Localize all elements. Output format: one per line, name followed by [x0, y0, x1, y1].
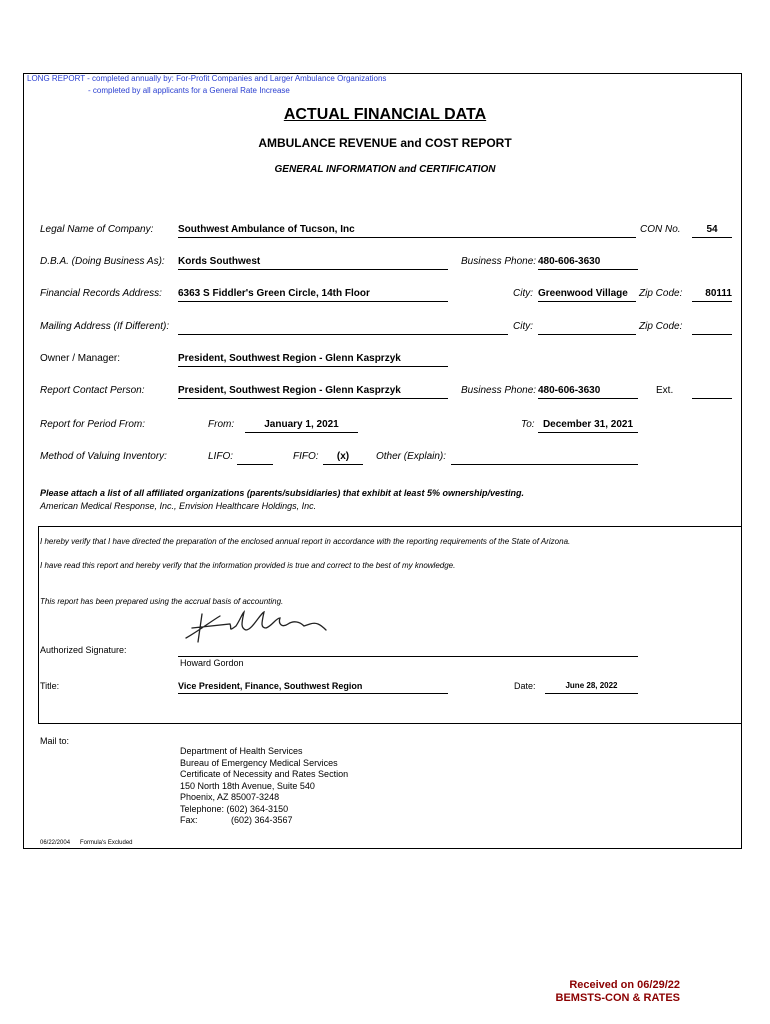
form-date: 06/22/2004 [40, 840, 71, 846]
contact-label: Report Contact Person: [40, 385, 145, 396]
business-phone-label: Business Phone: [461, 256, 537, 267]
fax-label: Fax: [180, 815, 198, 825]
business-phone-field[interactable]: 480-606-3630 [538, 256, 638, 270]
mailing-address-block [180, 746, 348, 827]
period-label: Report for Period From: [40, 419, 146, 430]
date-label: Date: [514, 681, 536, 691]
mail-line: Certificate of Necessity and Rates Section [180, 769, 349, 779]
owner-label: Owner / Manager: [40, 353, 121, 364]
lifo-field[interactable] [237, 451, 273, 465]
con-number-field[interactable]: 54 [692, 224, 732, 238]
certification-line-2: I have read this report and hereby verify that the information provided is true and correct to the best of my knowledge. [40, 561, 456, 570]
from-date-field[interactable]: January 1, 2021 [245, 419, 358, 433]
report-type-note: LONG REPORT - completed annually by: For-Profit Companies and Larger Ambulance Organizations [27, 74, 387, 83]
affiliates-list: American Medical Response, Inc., Envision Healthcare Holdings, Inc. [40, 501, 317, 511]
to-date-field[interactable]: December 31, 2021 [538, 419, 638, 433]
legal-name-label: Legal Name of Company: [40, 224, 154, 235]
signature-label: Authorized Signature: [40, 645, 127, 655]
title-field[interactable]: Vice President, Finance, Southwest Region [178, 681, 448, 694]
to-label: To: [521, 419, 535, 430]
affiliates-instruction: Please attach a list of all affiliated organizations (parents/subsidiaries) that exhibit at least 5% ownership/vesting. [40, 488, 524, 498]
zip-field[interactable]: 80111 [692, 288, 732, 302]
date-field[interactable]: June 28, 2022 [545, 681, 638, 694]
contact-phone-field[interactable]: 480-606-3630 [538, 385, 638, 399]
contact-field[interactable]: President, Southwest Region - Glenn Kasprzyk [178, 385, 448, 399]
con-number-label: CON No. [640, 224, 681, 235]
mailing-city-label: City: [513, 321, 533, 332]
dba-label: D.B.A. (Doing Business As): [40, 256, 165, 267]
zip-label: Zip Code: [639, 288, 683, 299]
mailing-zip-field[interactable] [692, 321, 732, 335]
page-title: ACTUAL FINANCIAL DATA [283, 106, 487, 123]
report-type-note-2: - completed by all applicants for a General Rate Increase [88, 86, 290, 95]
other-field[interactable] [451, 451, 638, 465]
certification-box [38, 526, 742, 724]
signer-name: Howard Gordon [180, 658, 244, 668]
mailing-city-field[interactable] [538, 321, 636, 335]
inventory-label: Method of Valuing Inventory: [40, 451, 167, 462]
mail-line: Bureau of Emergency Medical Services [180, 757, 338, 768]
mailing-zip-label: Zip Code: [639, 321, 683, 332]
mailing-address-field[interactable] [178, 321, 508, 335]
mail-fax-line [180, 815, 348, 827]
title-label: Title: [40, 681, 60, 691]
signature-line[interactable] [178, 656, 638, 657]
contact-phone-label: Business Phone: [461, 385, 537, 396]
owner-field[interactable]: President, Southwest Region - Glenn Kasprzyk [178, 353, 448, 367]
fifo-field[interactable]: (x) [323, 451, 363, 465]
city-field[interactable]: Greenwood Village [538, 288, 636, 302]
mail-to-label: Mail to: [40, 736, 70, 746]
ext-label: Ext. [656, 385, 674, 396]
mail-line: Telephone: (602) 364-3150 [180, 803, 289, 814]
city-label: City: [513, 288, 533, 299]
fifo-label: FIFO: [293, 451, 319, 462]
report-subtitle: AMBULANCE REVENUE and COST REPORT [258, 136, 512, 150]
signature-image [180, 608, 330, 648]
other-label: Other (Explain): [376, 451, 447, 462]
received-department: BEMSTS-CON & RATES [555, 992, 680, 1004]
records-address-label: Financial Records Address: [40, 288, 162, 299]
received-stamp [520, 979, 680, 1005]
fax-number: (602) 364-3567 [231, 815, 293, 825]
section-title: GENERAL INFORMATION and CERTIFICATION [274, 164, 496, 175]
ext-field[interactable] [692, 385, 732, 399]
mail-line: Phoenix, AZ 85007-3248 [180, 792, 280, 802]
formula-note: Formula's Excluded [80, 840, 133, 846]
certification-line-1: I hereby verify that I have directed the preparation of the enclosed annual report in accordance with the reporting requirements of the State of Arizona. [40, 537, 571, 546]
received-date: Received on 06/29/22 [569, 979, 680, 991]
dba-field[interactable]: Kords Southwest [178, 256, 448, 270]
legal-name-field[interactable]: Southwest Ambulance of Tucson, Inc [178, 224, 636, 238]
records-address-field[interactable]: 6363 S Fiddler's Green Circle, 14th Floor [178, 288, 448, 302]
mail-line: Department of Health Services [180, 746, 303, 756]
mail-line: 150 North 18th Avenue, Suite 540 [180, 780, 315, 791]
mailing-address-label: Mailing Address (If Different): [40, 321, 170, 332]
certification-line-3: This report has been prepared using the accrual basis of accounting. [40, 597, 284, 606]
lifo-label: LIFO: [208, 451, 234, 462]
from-label: From: [208, 419, 235, 430]
